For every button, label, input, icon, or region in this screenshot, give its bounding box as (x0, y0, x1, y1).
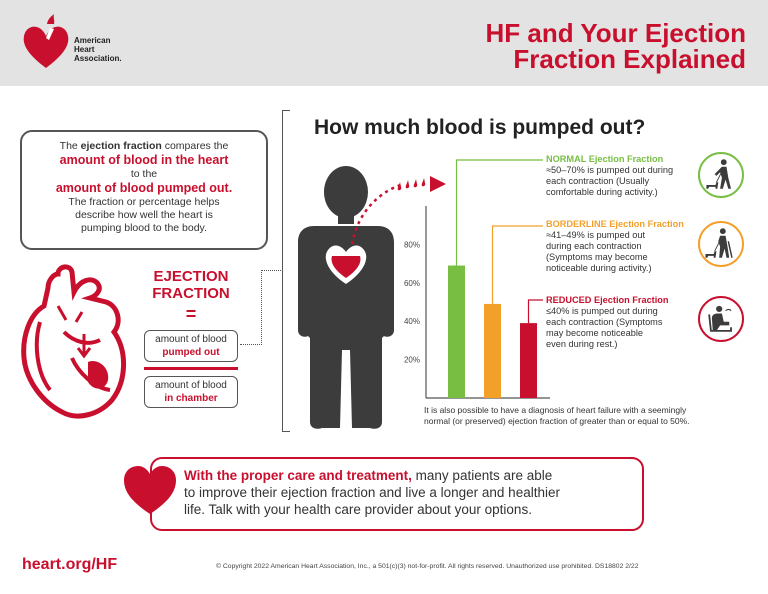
ef-label-line-1: EJECTION (153, 268, 229, 285)
numerator-line-2: pumped out (162, 347, 220, 358)
ejection-fraction-label (144, 268, 238, 302)
callout-line-2: to improve their ejection fraction and live a longer and healthier (184, 485, 560, 500)
fraction-bar (144, 367, 238, 370)
denominator-line-2: in chamber (164, 393, 218, 404)
y-tick-label: 40% (403, 317, 420, 327)
bar-normal (448, 266, 465, 398)
dotted-connector (240, 344, 262, 345)
denominator-line-1: amount of blood (155, 380, 227, 391)
numerator-box (144, 330, 238, 362)
callout-line-3: life. Talk with your health care provider about your options. (184, 502, 532, 517)
callout-text-1: many patients are able (411, 468, 553, 483)
ef-normal-line-1: ≈50–70% is pumped out during (546, 165, 674, 175)
bar-borderline (484, 304, 501, 398)
ef-normal-name: NORMAL Ejection Fraction (546, 154, 664, 164)
title-line-2: Fraction Explained (513, 44, 746, 74)
logo-wordmark (74, 36, 122, 63)
leader-line-reduced (529, 300, 544, 323)
heart-anatomy-illustration (18, 262, 138, 422)
callout-highlight: With the proper care and treatment, (184, 468, 412, 483)
section-bracket (282, 110, 290, 432)
callout-line-1 (184, 467, 632, 484)
leader-line-borderline (493, 226, 544, 304)
definition-term: ejection fraction (80, 140, 162, 152)
definition-line-3: to the (130, 168, 158, 180)
logo-line-3: Association. (74, 54, 122, 63)
ef-reduced-line-2: each contraction (Symptoms (546, 317, 663, 327)
heart-icon (122, 464, 178, 516)
definition-post: compares the (164, 140, 229, 152)
ef-borderline-line-4: noticeable during activity.) (546, 263, 652, 273)
logo-line-1: American (74, 36, 111, 45)
definition-line-1 (28, 140, 260, 153)
footer-url-link[interactable]: heart.org/HF (22, 556, 118, 573)
ef-normal-line-3: comfortable during activity.) (546, 187, 658, 197)
denominator-box (144, 376, 238, 408)
ef-reduced-description (546, 295, 696, 350)
preserved-ef-note (424, 405, 754, 427)
y-tick-label: 60% (403, 278, 420, 288)
y-tick-label: 80% (403, 240, 420, 250)
note-line-2: normal (or preserved) ejection fraction of greater than or equal to 50%. (424, 416, 690, 426)
leader-line-normal (457, 160, 544, 266)
care-callout-box (150, 457, 644, 531)
title-line-1: HF and Your Ejection (485, 18, 746, 48)
definition-line-2: amount of blood in the heart (59, 153, 229, 167)
ef-reduced-line-4: even during rest.) (546, 339, 618, 349)
person-with-cane-and-dog-icon (698, 221, 744, 267)
logo-line-2: Heart (74, 45, 95, 54)
note-line-1: It is also possible to have a diagnosis of heart failure with a seemingly (424, 405, 687, 415)
dotted-connector (261, 270, 283, 271)
person-resting-in-chair-icon (698, 296, 744, 342)
ef-reduced-name: REDUCED Ejection Fraction (546, 295, 669, 305)
ef-borderline-line-2: during each contraction (546, 241, 642, 251)
y-tick-label: 20% (403, 355, 420, 365)
ef-normal-line-2: each contraction (Usually (546, 176, 650, 186)
definition-box (20, 130, 268, 250)
bar-reduced (520, 323, 537, 398)
ef-label-line-2: FRACTION (152, 285, 230, 302)
section-question-title: How much blood is pumped out? (314, 116, 646, 139)
ef-reduced-line-1: ≤40% is pumped out during (546, 306, 658, 316)
ef-borderline-line-1: ≈41–49% is pumped out (546, 230, 646, 240)
copyright-notice: © Copyright 2022 American Heart Association, Inc., a 501(c)(3) not-for-profit. All rights reserved. Unauthorized use prohibited. DS18802 2/22 (216, 563, 639, 570)
definition-pre: The (59, 140, 78, 152)
equals-sign: = (185, 304, 197, 324)
definition-line-4: amount of blood pumped out. (55, 181, 233, 195)
page-title (485, 20, 746, 72)
ef-borderline-description (546, 219, 696, 274)
person-walking-dog-icon (698, 152, 744, 198)
definition-line-6: describe how well the heart is (75, 209, 213, 221)
ef-borderline-line-3: (Symptoms may become (546, 252, 648, 262)
definition-line-7: pumping blood to the body. (81, 222, 207, 234)
ef-borderline-name: BORDERLINE Ejection Fraction (546, 219, 684, 229)
ef-normal-description (546, 154, 696, 198)
definition-line-5: The fraction or percentage helps (68, 196, 220, 208)
numerator-line-1: amount of blood (155, 334, 227, 345)
ef-reduced-line-3: may become noticeable (546, 328, 644, 338)
dotted-connector (261, 270, 262, 345)
